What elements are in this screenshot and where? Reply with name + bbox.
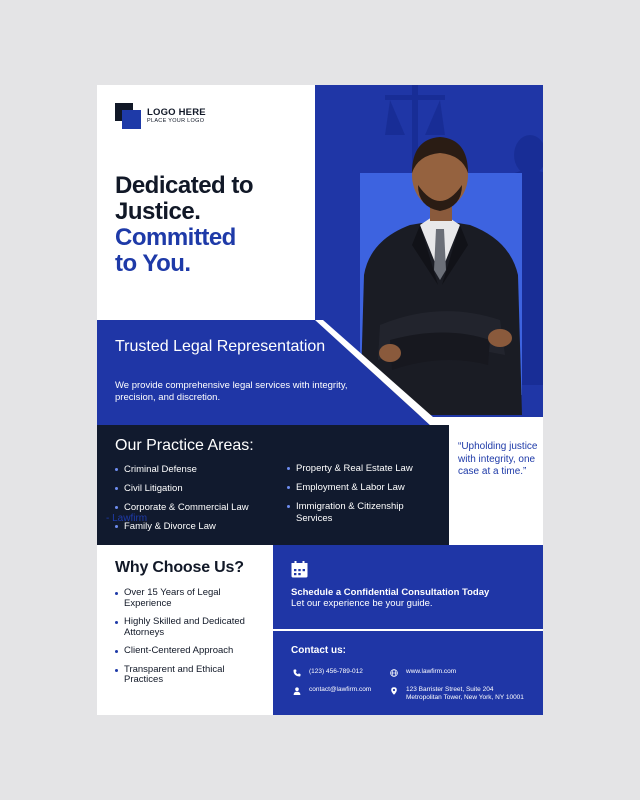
list-item: Criminal Defense bbox=[115, 464, 275, 476]
headline-line-3: Committed bbox=[115, 224, 236, 251]
practice-areas-right-list bbox=[287, 463, 437, 532]
practice-areas-left-list bbox=[115, 464, 275, 540]
list-item: Highly Skilled and Dedicated Attorneys bbox=[115, 617, 265, 638]
location-icon bbox=[390, 687, 398, 695]
schedule-section bbox=[273, 545, 543, 629]
schedule-title: Schedule a Confidential Consultation Today bbox=[291, 587, 490, 598]
list-item: Immigration & Citizenship Services bbox=[287, 501, 437, 525]
logo-title: LOGO HERE bbox=[147, 107, 206, 118]
contact-phone[interactable] bbox=[293, 668, 363, 677]
why-choose-us-list bbox=[115, 588, 265, 694]
contact-phone-text: (123) 456-789-012 bbox=[309, 668, 363, 675]
logo-subtitle: PLACE YOUR LOGO bbox=[147, 118, 205, 124]
schedule-subtitle: Let our experience be your guide. bbox=[291, 598, 433, 609]
contact-website-text: www.lawfirm.com bbox=[406, 668, 457, 675]
contact-address bbox=[390, 686, 524, 702]
contact-email-text: contact@lawfirm.com bbox=[309, 686, 372, 693]
logo bbox=[115, 103, 206, 129]
trusted-description: We provide comprehensive legal services with integrity, precision, and discretion. bbox=[115, 380, 348, 403]
quote-author: - Lawfirm bbox=[106, 513, 148, 524]
list-item: Client-Centered Approach bbox=[115, 646, 265, 657]
contact-section bbox=[273, 631, 543, 715]
list-item: Corporate & Commercial Law bbox=[115, 502, 275, 514]
list-item: Family & Divorce Law bbox=[115, 521, 275, 533]
list-item: Employment & Labor Law bbox=[287, 482, 437, 494]
list-item: Over 15 Years of Legal Experience bbox=[115, 588, 265, 609]
headline-line-4: to You. bbox=[115, 250, 191, 277]
globe-icon bbox=[390, 669, 398, 677]
contact-website[interactable] bbox=[390, 668, 456, 677]
headline bbox=[115, 173, 315, 277]
contact-title: Contact us: bbox=[291, 645, 346, 656]
list-item: Civil Litigation bbox=[115, 483, 275, 495]
phone-icon bbox=[293, 669, 301, 677]
contact-email[interactable] bbox=[293, 686, 371, 695]
diagonal-band bbox=[97, 320, 543, 425]
practice-areas-title: Our Practice Areas: bbox=[115, 437, 254, 454]
quote-text: “Upholding justice with integrity, one case at a time.” bbox=[458, 441, 538, 477]
logo-mark-icon bbox=[115, 103, 141, 129]
why-choose-us-title: Why Choose Us? bbox=[115, 559, 244, 576]
headline-line-2: Justice. bbox=[115, 198, 201, 225]
list-item: Property & Real Estate Law bbox=[287, 463, 437, 475]
headline-line-1: Dedicated to bbox=[115, 172, 254, 199]
flyer bbox=[97, 85, 543, 715]
contact-address-line-1: 123 Barrister Street, Suite 204 bbox=[406, 686, 494, 693]
practice-areas-section bbox=[97, 425, 449, 545]
calendar-icon bbox=[291, 561, 308, 578]
user-icon bbox=[293, 687, 301, 695]
why-choose-us-section bbox=[97, 545, 273, 715]
list-item: Transparent and Ethical Practices bbox=[115, 665, 265, 686]
trusted-title: Trusted Legal Representation bbox=[115, 338, 326, 355]
quote-box bbox=[449, 425, 543, 545]
contact-address-line-2: Metropolitan Tower, New York, NY 10001 bbox=[406, 694, 524, 701]
